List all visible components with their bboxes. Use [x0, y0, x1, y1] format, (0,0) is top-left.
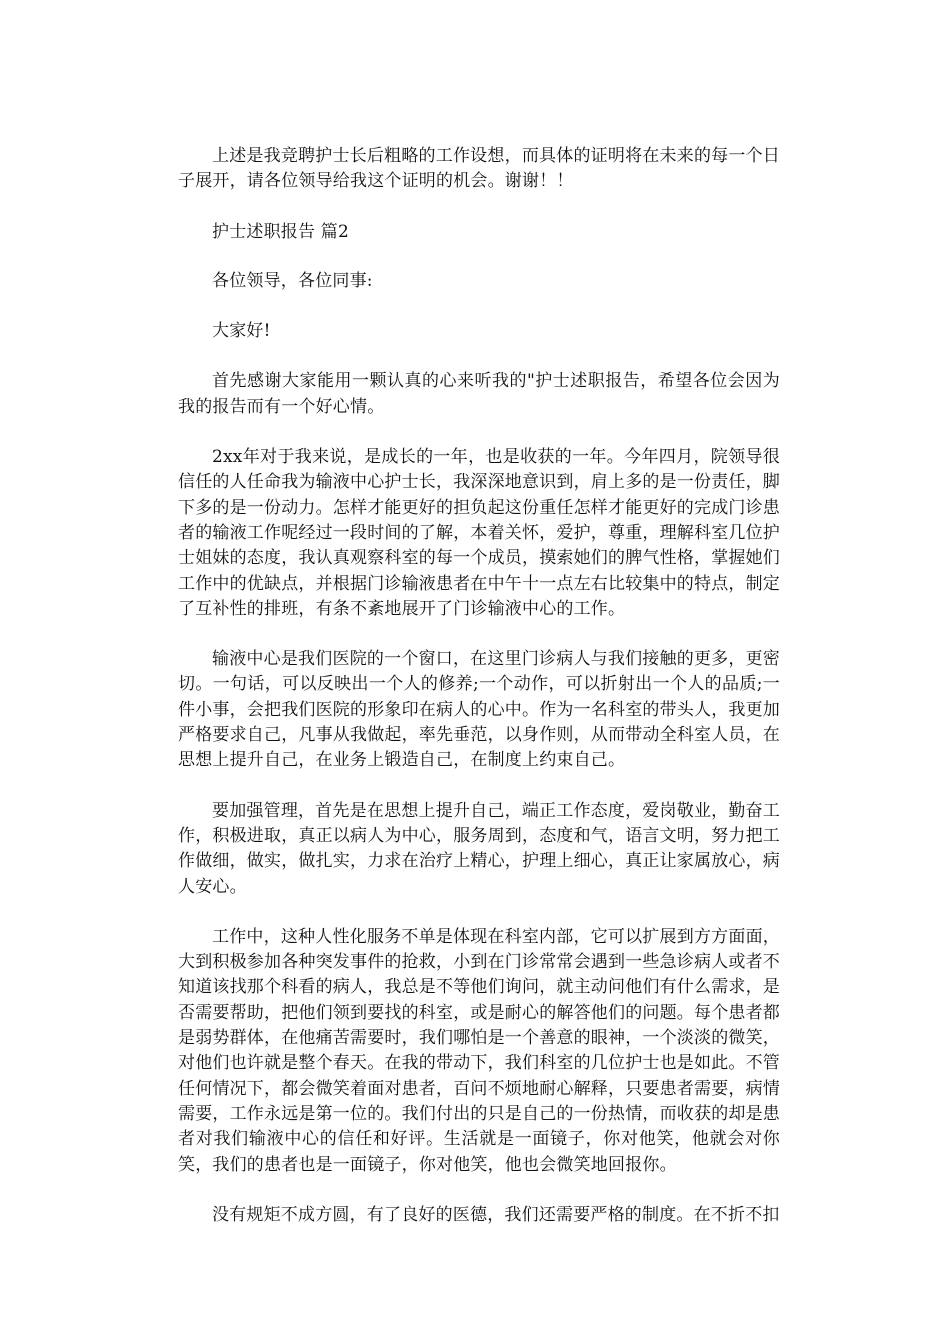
paragraph-closing-remarks: 上述是我竞聘护士长后粗略的工作设想，而具体的证明将在未来的每一个日子展开，请各位领导给我这个证明的机会。谢谢！！ [178, 146, 780, 192]
section-heading: 护士述职报告 篇2 [212, 221, 350, 242]
paragraph-infusion-center: 输液中心是我们医院的一个窗口，在这里门诊病人与我们接触的更多，更密切。一句话，可以反映出一个人的修养;一个动作，可以折射出一个人的品质;一件小事，会把我们医院的形象印在病人的心中。作为一名科室的带头人，我更加严格要求自己，凡事从我做起，率先垂范，以身作则，从而带动全科室人员，在思想上提升自己，在业务上锻造自己，在制度上约束自己。 [178, 649, 780, 771]
document-body [178, 144, 780, 1253]
paragraph-management: 要加强管理，首先是在思想上提升自己，端正工作态度，爱岗敬业，勤奋工作，积极进取，真正以病人为中心，服务周到，态度和气，语言文明，努力把工作做细，做实，做扎实，力求在治疗上精心，护理上细心，真正让家属放心，病人安心。 [178, 800, 780, 897]
salutation: 各位领导，各位同事: [212, 270, 373, 291]
greeting: 大家好! [212, 321, 271, 342]
paragraph-intro: 首先感谢大家能用一颗认真的心来听我的"护士述职报告，希望各位会因为我的报告而有一个好心情。 [178, 371, 780, 417]
paragraph-humanized-service: 工作中，这种人性化服务不单是体现在科室内部，它可以扩展到方方面面，大到积极参加各种突发事件的抢救，小到在门诊常常会遇到一些急诊病人或者不知道该找那个科看的病人，我总是不等他们询问，就主动问他们有什么需求，是否需要帮助，把他们领到要找的科室，或是耐心的解答他们的问题。每个患者都是弱势群体，在他痛苦需要时，我们哪怕是一个善意的眼神，一个淡淡的微笑，对他们也许就是整个春天。在我的带动下，我们科室的几位护士也是如此。不管任何情况下，都会微笑着面对患者，百问不烦地耐心解释，只要患者需要，病情需要，工作永远是第一位的。我们付出的只是自己的一份热情，而收获的却是患者对我们输液中心的信任和好评。生活就是一面镜子，你对他笑，他就会对你笑，我们的患者也是一面镜子，你对他笑，他也会微笑地回报你。 [178, 926, 780, 1175]
paragraph-rules: 没有规矩不成方圆，有了良好的医德，我们还需要严格的制度。在不折不扣 [212, 1204, 780, 1225]
paragraph-year-review: 2xx年对于我来说，是成长的一年，也是收获的一年。今年四月，院领导很信任的人任命我为输液中心护士长，我深深地意识到，肩上多的是一份责任，脚下多的是一份动力。怎样才能更好的担负起这份重任怎样才能更好的完成门诊患者的输液工作呢经过一段时间的了解，本着关怀，爱护，尊重，理解科室几位护士姐妹的态度，我认真观察科室的每一个成员，摸索她们的脾气性格，掌握她们工作中的优缺点，并根据门诊输液患者在中午十一点左右比较集中的特点，制定了互补性的排班，有条不紊地展开了门诊输液中心的工作。 [178, 447, 780, 619]
